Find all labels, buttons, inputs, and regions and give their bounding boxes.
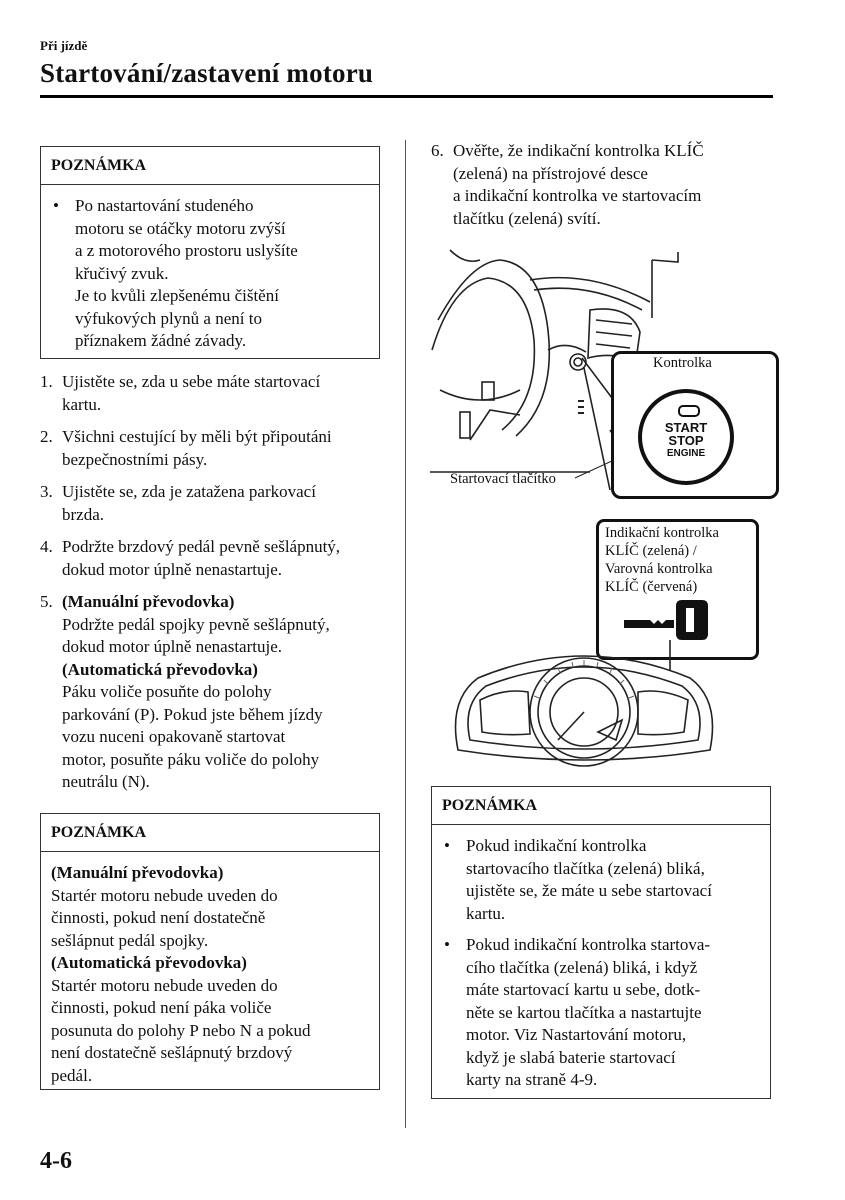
step-number: 2. <box>40 427 53 446</box>
bullet-dot: • <box>444 935 450 954</box>
note-line: příznakem žádné závady. <box>75 331 247 350</box>
note-line: startovacího tlačítka (zelená) bliká, <box>466 858 705 878</box>
step-4 <box>40 536 390 581</box>
callout-key-indicator <box>605 524 719 596</box>
note-line: máte startovací kartu u sebe, dotk- <box>466 980 701 999</box>
note-line: Pokud indikační kontrolka startova- <box>466 935 711 954</box>
note-line: kartu. <box>466 903 506 923</box>
note-line: činnosti, pokud není dostatečně <box>51 908 266 927</box>
note-line: sešlápnut pedál spojky. <box>51 930 209 950</box>
note-line: posunuta do polohy P nebo N a pokud <box>51 1020 311 1040</box>
note-bullet <box>442 835 760 925</box>
step-line: bezpečnostními pásy. <box>62 449 208 469</box>
note-line: pedál. <box>51 1065 93 1085</box>
note-line: Pokud indikační kontrolka <box>466 836 647 855</box>
note-line: činnosti, pokud není páka voliče <box>51 998 272 1017</box>
step-number: 6. <box>431 141 444 160</box>
steps-list <box>40 371 390 804</box>
start-stop-button <box>638 389 734 485</box>
bullet-dot: • <box>444 836 450 855</box>
note-box-start-button-flashing <box>431 786 771 1099</box>
step-number: 5. <box>40 592 53 611</box>
note-box-cold-start <box>40 146 380 359</box>
step-6 <box>431 140 776 230</box>
callout-line: KLÍČ (červená) <box>605 579 698 595</box>
note-line: motor. Viz Nastartování motoru, <box>466 1025 687 1044</box>
note-line: Startér motoru nebude uveden do <box>51 975 278 995</box>
step-line: kartu. <box>62 394 102 414</box>
breadcrumb: Při jízdě <box>40 38 88 53</box>
callout-kontrolka: Kontrolka <box>653 355 712 371</box>
step-line: parkování (P). Pokud jste během jízdy <box>62 704 323 724</box>
note-line: výfukových plynů a není to <box>75 308 262 328</box>
callout-line: Varovná kontrolka <box>605 561 713 577</box>
step-line: Podržte pedál spojky pevně sešlápnutý, <box>62 614 330 634</box>
step-number: 3. <box>40 482 53 501</box>
note-line: ujistěte se, že máte u sebe startovací <box>466 881 712 900</box>
step-line: brzda. <box>62 504 105 524</box>
note-line: Startér motoru nebude uveden do <box>51 885 278 905</box>
note-bullet <box>442 934 760 1092</box>
step-1 <box>40 371 390 416</box>
callout-line: KLÍČ (zelená) / <box>605 543 697 559</box>
note-line: křučivý zvuk. <box>75 263 169 283</box>
callout-start-button: Startovací tlačítko <box>450 471 556 487</box>
step-line: tlačítku (zelená) svítí. <box>453 208 601 228</box>
step-line: Ujistěte se, zda u sebe máte startovací <box>62 372 321 391</box>
button-text-engine: ENGINE <box>666 448 706 459</box>
callout-line: Indikační kontrolka <box>605 525 719 541</box>
button-indicator-lamp <box>678 405 700 417</box>
note-line: a z motorového prostoru uslyšíte <box>75 241 298 260</box>
note-line: motoru se otáčky motoru zvýší <box>75 218 286 238</box>
step-line: neutrálu (N). <box>62 772 150 791</box>
manual-transmission-heading: (Manuální převodovka) <box>51 863 224 882</box>
key-warning-icon <box>620 598 712 644</box>
note-line: cího tlačítka (zelená) bliká, i když <box>466 957 698 977</box>
note-line: Po nastartování studeného <box>75 196 254 215</box>
note-bullet <box>51 195 369 353</box>
step-line: Ujistěte se, zda je zatažena parkovací <box>62 482 316 501</box>
button-text-stop: STOP <box>668 433 704 448</box>
note-heading: POZNÁMKA <box>432 787 770 825</box>
step-line: Podržte brzdový pedál pevně sešlápnutý, <box>62 537 341 556</box>
step-line: dokud motor úplně nenastartuje. <box>62 559 283 579</box>
note-box-starter <box>40 813 380 1090</box>
note-heading: POZNÁMKA <box>41 147 379 185</box>
note-line: Je to kvůli zlepšenému čištění <box>75 286 279 305</box>
step-line: Páku voliče posuňte do polohy <box>62 682 272 701</box>
step-line: a indikační kontrolka ve startovacím <box>453 186 702 205</box>
automatic-transmission-heading: (Automatická převodovka) <box>62 659 258 679</box>
note-line: není dostatečně sešlápnutý brzdový <box>51 1043 293 1062</box>
step-3 <box>40 481 390 526</box>
manual-transmission-heading: (Manuální převodovka) <box>62 592 235 611</box>
step-5 <box>40 591 390 794</box>
step-line: Ověřte, že indikační kontrolka KLÍČ <box>453 141 704 160</box>
step-line: (zelená) na přístrojové desce <box>453 163 648 183</box>
step-line: dokud motor úplně nenastartuje. <box>62 637 283 656</box>
note-line: když je slabá baterie startovací <box>466 1047 676 1067</box>
step-line: Všichni cestující by měli být připoutáni <box>62 427 332 446</box>
step-number: 1. <box>40 372 53 391</box>
bullet-dot: • <box>53 196 59 215</box>
automatic-transmission-heading: (Automatická převodovka) <box>51 953 247 972</box>
button-text-start: START <box>664 420 708 435</box>
note-line: něte se kartou tlačítka a nastartujte <box>466 1002 702 1022</box>
step-line: motor, posuňte páku voliče do polohy <box>62 749 320 769</box>
page-number: 4-6 <box>40 1148 72 1174</box>
note-heading: POZNÁMKA <box>41 814 379 852</box>
note-line: karty na straně 4-9. <box>466 1070 598 1089</box>
title-rule <box>40 95 773 98</box>
column-divider <box>405 140 406 1128</box>
step-line: vozu nuceni opakovaně startovat <box>62 727 286 746</box>
step-number: 4. <box>40 537 53 556</box>
page-title: Startování/zastavení motoru <box>40 58 374 88</box>
instrument-cluster-illustration <box>448 640 720 770</box>
step-2 <box>40 426 390 471</box>
